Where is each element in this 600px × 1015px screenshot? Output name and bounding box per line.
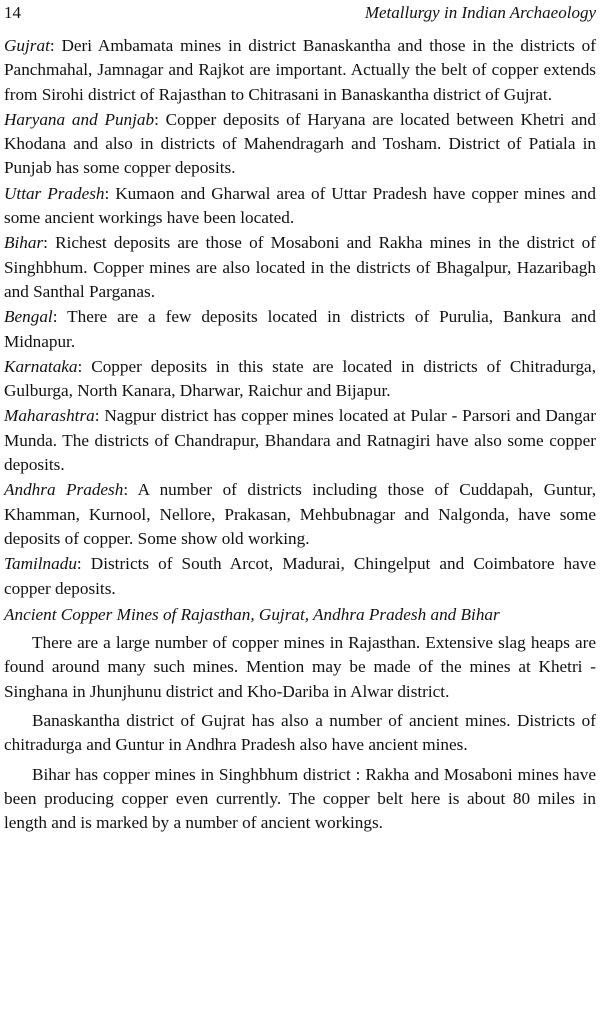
paragraph-bihar: Bihar has copper mines in Singhbhum district : Rakha and Mosaboni mines have been producing copper even currently. The copper belt here is about 80 miles in length and is marked by a number of ancient workings. (4, 764, 596, 833)
entry-text: : Deri Ambamata mines in district Banaskantha and those in the districts of Panchmahal, Jamnagar and Rajkot are important. Actually the belt of copper extends from Sirohi district of Rajasthan to Chitrasani in Banaskantha district of Gujrat. (4, 36, 596, 104)
region-name: Andhra Pradesh (4, 480, 124, 500)
entry-maharashtra (4, 404, 596, 477)
entry-gujrat (4, 34, 596, 107)
region-name: Gujrat (4, 36, 50, 55)
entry-text: : A number of districts including those of Cuddapah, Guntur, Khamman, Kurnool, Nellore, Prakasan, Mehbubnagar and Nalgonda, have some deposits of copper. Some show old working. (4, 480, 597, 548)
entry-text: : Copper deposits of Haryana are located between Khetri and Khodana and also in districts of Mahendragarh and Tosham. District of Patiala in Punjab has some copper deposits. (4, 109, 596, 178)
entry-text: : Richest deposits are those of Mosaboni and Rakha mines in the district of Singhbhum. Copper mines are also located in the districts of Bhagalpur, Hazaribagh and Santhal Parganas. (4, 233, 596, 301)
region-name: Bengal (4, 307, 53, 327)
region-name: Maharashtra (4, 406, 95, 426)
entry-karnataka (4, 355, 596, 404)
entry-text: : Nagpur district has copper mines located at Pular - Parsori and Dangar Munda. The districts of Chandrapur, Bhandara and Ratnagiri have also some copper deposits. (4, 406, 596, 475)
entry-haryana-punjab (4, 108, 596, 181)
entry-text: : Copper deposits in this state are located in districts of Chitradurga, Gulburga, North Kanara, Dharwar, Raichur and Bijapur. (4, 356, 596, 401)
entry-tamilnadu (4, 552, 596, 601)
running-title: Metallurgy in Indian Archaeology (364, 3, 596, 22)
entry-text: : There are a few deposits located in districts of Purulia, Bankura and Midnapur. (4, 307, 596, 351)
page-header (4, 0, 596, 28)
book-page (4, 0, 596, 841)
section-heading: Ancient Copper Mines of Rajasthan, Gujrat, Andhra Pradesh and Bihar (4, 604, 500, 624)
entry-andhra-pradesh (4, 478, 596, 551)
paragraph-rajasthan: There are a large number of copper mines in Rajasthan. Extensive slag heaps are found around many such mines. Mention may be made of the mines at Khetri - Singhana in Jhunjhunu district and Kho-Dariba in Alwar district. (4, 633, 596, 701)
region-name: Uttar Pradesh (4, 183, 105, 203)
region-name: Tamilnadu (4, 554, 77, 574)
region-name: Haryana and Punjab (4, 109, 155, 129)
entry-text: : Kumaon and Gharwal area of Uttar Pradesh have copper mines and some ancient workings have been located. (4, 183, 596, 228)
region-name: Karnataka (4, 356, 78, 376)
region-name: Bihar (4, 233, 44, 253)
paragraph-gujrat: Banaskantha district of Gujrat has also a number of ancient mines. Districts of chitradurga and Guntur in Andhra Pradesh also have ancient mines. (4, 711, 596, 755)
entry-text: : Districts of South Arcot, Madurai, Chingelput and Coimbatore have copper deposits. (4, 554, 596, 598)
entry-bengal (4, 305, 596, 354)
entry-bihar (4, 231, 596, 304)
page-number: 14 (4, 3, 21, 22)
page-body (4, 34, 596, 836)
entry-uttar-pradesh (4, 182, 596, 231)
